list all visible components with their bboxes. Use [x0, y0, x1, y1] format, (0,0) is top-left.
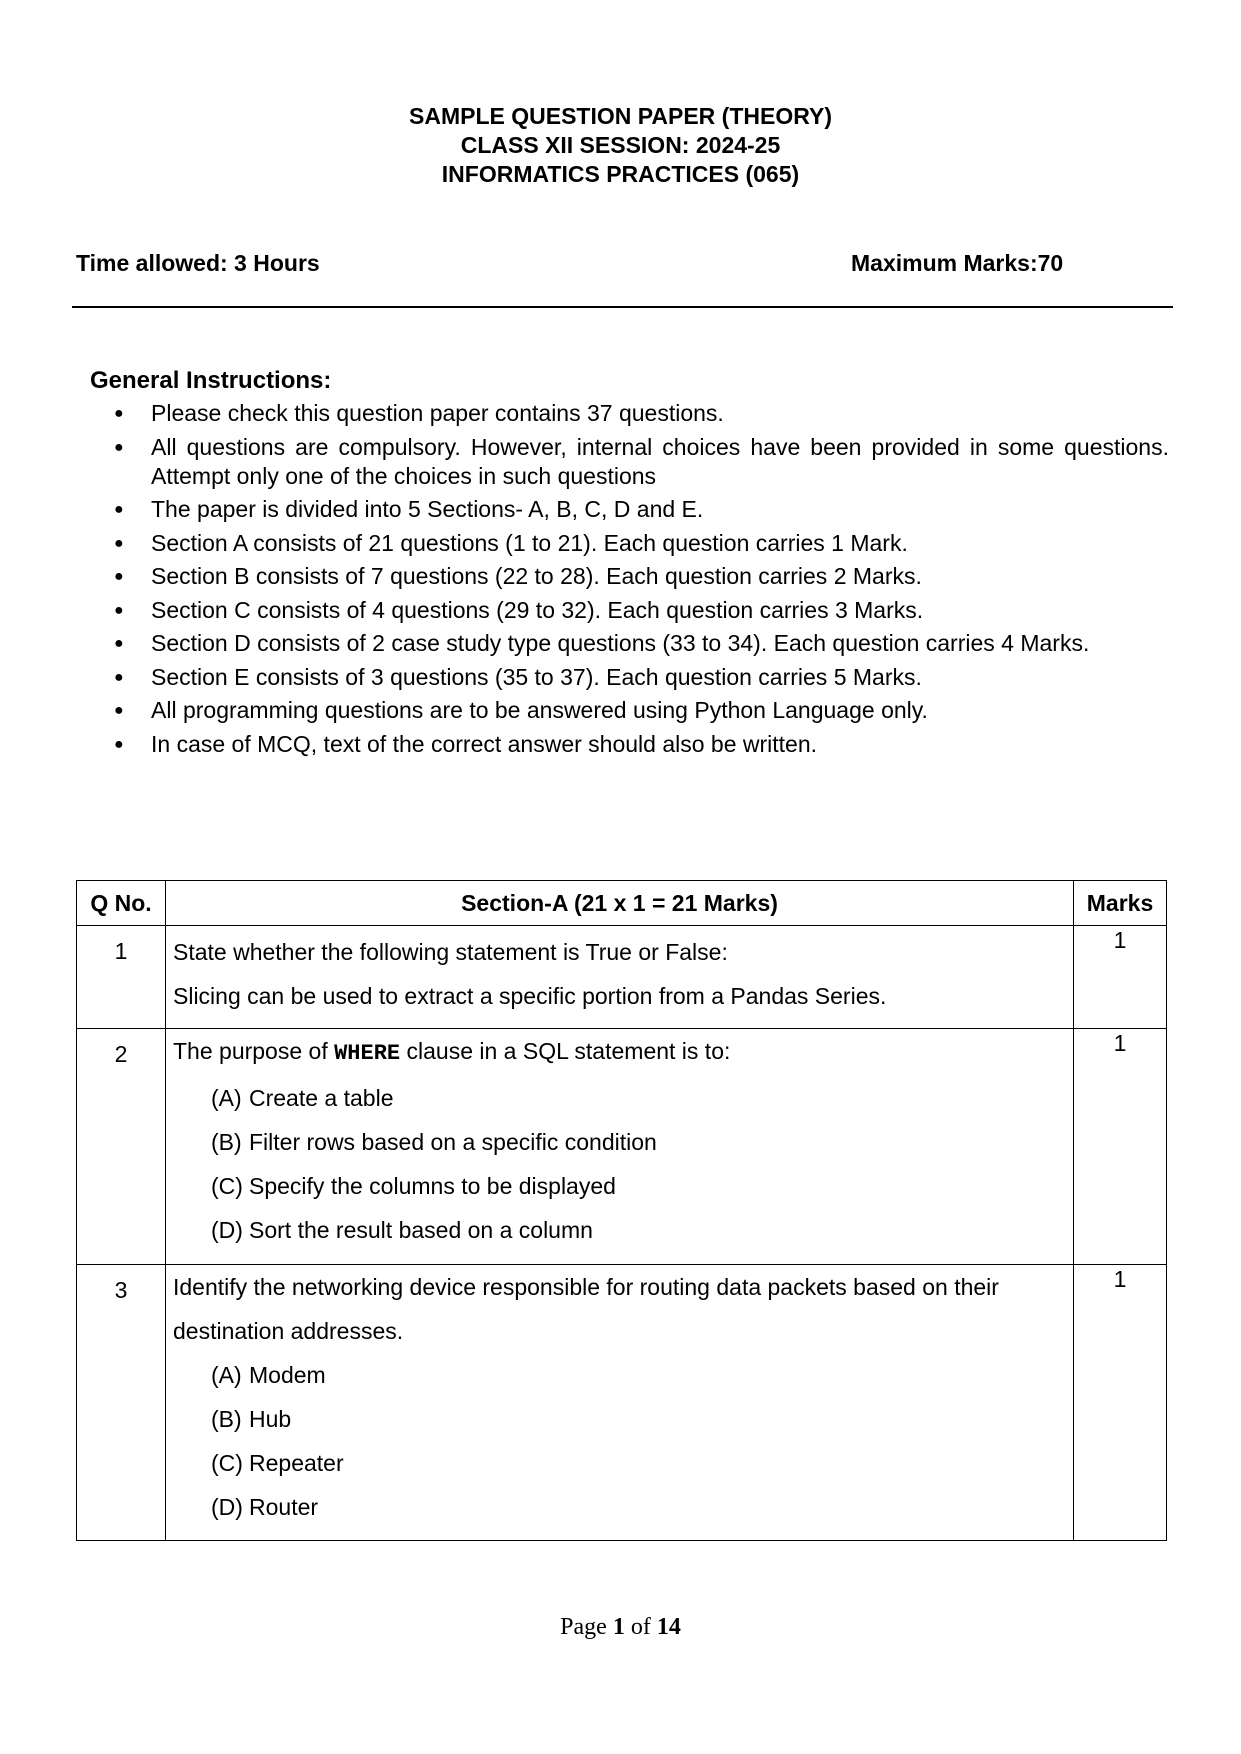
- instruction-item: ● Section A consists of 21 questions (1 to 21). Each question carries 1 Mark.: [114, 529, 908, 556]
- section-header: Section-A (21 x 1 = 21 Marks): [166, 881, 1074, 926]
- question-text: The purpose of WHERE clause in a SQL statement is to: (A) Create a table (B) Filter rows based on a specific condition (C) Specify the columns to be displayed (D) Sort the result based on a column: [166, 1029, 1074, 1265]
- paper-header: [0, 102, 1241, 189]
- bullet-icon: ●: [114, 601, 124, 619]
- bullet-icon: ●: [114, 438, 124, 456]
- instruction-item: ● Section E consists of 3 questions (35 to 37). Each question carries 5 Marks.: [114, 663, 922, 690]
- question-marks: 1: [1074, 1029, 1167, 1265]
- bullet-icon: ●: [114, 735, 124, 753]
- qno-header: Q No.: [77, 881, 166, 926]
- paper-class-session: CLASS XII SESSION: 2024-25: [460, 132, 781, 158]
- bullet-icon: ●: [114, 405, 124, 422]
- instruction-item: ● Section B consists of 7 questions (22 to 28). Each question carries 2 Marks.: [114, 563, 922, 589]
- instruction-item: ● Section C consists of 4 questions (29 to 32). Each question carries 3 Marks.: [114, 596, 924, 623]
- instruction-item: ● All questions are compulsory. However, internal choices have been provided in some questions. Attempt only one of the choices in such questions: [114, 433, 1169, 489]
- instruction-item: ● Section D consists of 2 case study type questions (33 to 34). Each question carries 4 Marks.: [114, 630, 1090, 656]
- question-text: Identify the networking device responsible for routing data packets based on their destination addresses. (A) Modem (B) Hub (C) Repeater (D) Router: [166, 1265, 1074, 1541]
- question-marks: 1: [1074, 926, 1167, 1029]
- instruction-item: ● The paper is divided into 5 Sections- A, B, C, D and E.: [114, 496, 704, 522]
- option-item: (A) Modem: [211, 1362, 326, 1388]
- instruction-item: ● In case of MCQ, text of the correct answer should also be written.: [114, 730, 818, 757]
- option-item: (B) Hub: [211, 1406, 292, 1432]
- table-header-row: [77, 881, 1167, 926]
- bullet-icon: ●: [114, 501, 124, 518]
- bullet-icon: ●: [114, 668, 124, 686]
- bullet-icon: ●: [114, 635, 124, 652]
- question-number: 2: [77, 1029, 166, 1265]
- option-item: (B) Filter rows based on a specific condition: [211, 1129, 657, 1155]
- question-number: 3: [77, 1265, 166, 1541]
- general-instructions-title: General Instructions:: [90, 367, 332, 394]
- paper-title: SAMPLE QUESTION PAPER (THEORY): [409, 103, 832, 129]
- paper-subject: INFORMATICS PRACTICES (065): [441, 161, 800, 187]
- option-item: (C) Specify the columns to be displayed: [211, 1173, 616, 1199]
- instruction-item: ● All programming questions are to be answered using Python Language only.: [114, 697, 928, 723]
- option-item: (D) Router: [211, 1494, 319, 1520]
- maximum-marks: Maximum Marks:70: [851, 250, 1064, 276]
- question-number: 1: [77, 926, 166, 1029]
- option-item: (C) Repeater: [211, 1450, 344, 1476]
- marks-header: Marks: [1074, 881, 1167, 926]
- question-text: State whether the following statement is True or False: Slicing can be used to extract a specific portion from a Pandas Series.: [166, 926, 1074, 1029]
- total-pages: 14: [656, 1614, 681, 1640]
- header-divider: [72, 306, 1173, 308]
- question-row: [77, 1029, 1167, 1265]
- instruction-item: ● Please check this question paper contains 37 questions.: [114, 400, 724, 426]
- current-page: 1: [612, 1614, 625, 1640]
- bullet-icon: ●: [114, 568, 124, 585]
- question-marks: 1: [1074, 1265, 1167, 1541]
- option-item: (A) Create a table: [211, 1085, 394, 1111]
- page-footer: Page 1 of 14: [560, 1614, 681, 1640]
- general-instructions-list: [114, 399, 1169, 763]
- sql-keyword: WHERE: [334, 1041, 401, 1066]
- option-item: (D) Sort the result based on a column: [211, 1217, 593, 1243]
- question-table: [76, 880, 1167, 1541]
- question-row: [77, 1265, 1167, 1541]
- question-row: [77, 926, 1167, 1029]
- bullet-icon: ●: [114, 702, 124, 719]
- bullet-icon: ●: [114, 534, 124, 552]
- time-allowed: Time allowed: 3 Hours: [76, 250, 320, 276]
